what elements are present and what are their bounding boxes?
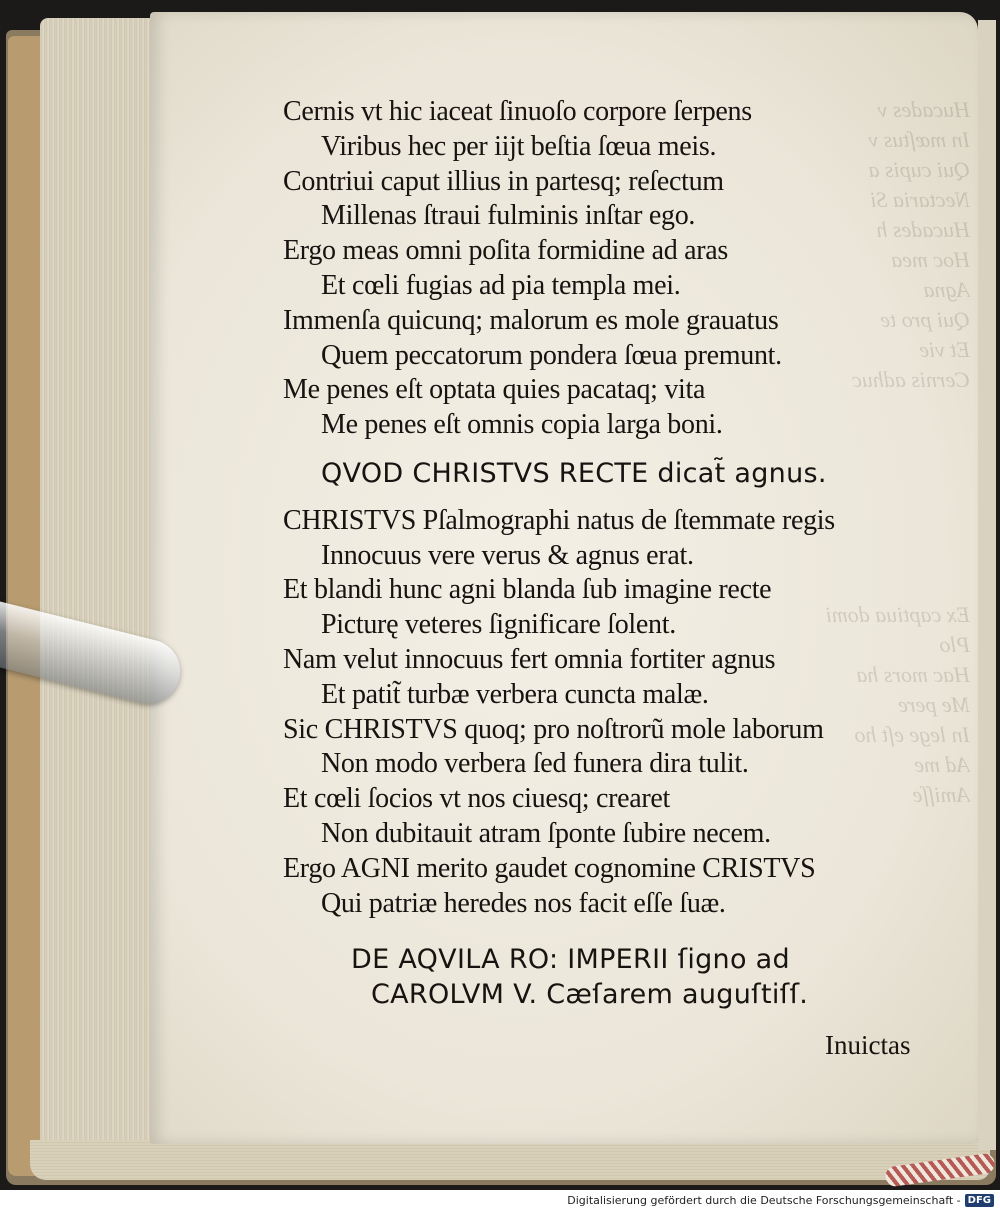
section-heading-christus: QVOD CHRISTVS RECTE dicat̃ agnus. [321,457,827,489]
catchword: Inuictas [825,1030,911,1060]
verse-line: Immenſa quicunq; malorum es mole grauatus [283,304,779,336]
verse-line: Et blandi hunc agni blanda ſub imagine recte [283,574,772,606]
footer-text: Digitalisierung gefördert durch die Deutsche Forschungsgemeinschaft - [567,1194,961,1207]
page-stack-bottom [30,1140,990,1180]
verse-block-top [283,95,963,443]
verse-line: Qui patriæ heredes nos facit eſſe ſuæ. [321,887,726,919]
verse-line: Et patit̃ turbæ verbera cuncta malæ. [321,678,709,710]
show-through-text: Hucades v In mœſtus v Qui cupis a Nectaria Si Hucades h Hoc mea Agna Qui pro te Et vie Cernis adhuc [852,97,970,392]
verse-line: Innocuus vere verus & agnus erat. [321,539,694,571]
verse-line: Quem peccatorum pondera ſœua premunt. [321,339,782,371]
show-through-text: Ex captiua domi Plo Hac mors ha Me pere In lege eſt ho Ad me Amiſſe [825,602,970,807]
verse-line: Contriui caput illius in partesq; reſectum [283,165,724,197]
verse-line: Millenas ſtraui fulminis inſtar ego. [321,200,696,232]
page-stack-left [40,18,160,1153]
facing-page-edge [978,20,996,1150]
verse-line: Picturę veteres ſignificare ſolent. [321,609,676,641]
verse-line: Me penes eſt optata quies pacataq; vita [283,374,706,406]
dfg-logo: DFG [965,1194,994,1207]
verse-line: CHRISTVS Pſalmographi natus de ſtemmate regis [283,504,835,536]
verse-line: Et cœli ſocios vt nos ciuesq; crearet [283,783,670,815]
section-heading-aquila-1: DE AQVILA RO: IMPERII ſigno ad [351,944,790,976]
verse-line: Et cœli fugias ad pia templa mei. [321,269,681,301]
section-heading-aquila-2: CAROLVM V. Cæſarem auguſtiſſ. [371,979,809,1011]
verse-line: Non dubitauit atram ſponte ſubire necem. [321,817,771,849]
verse-line: Sic CHRISTVS quoq; pro noſtrorũ mole laborum [283,713,824,745]
verse-line: Nam velut innocuus fert omnia fortiter agnus [283,643,776,675]
verse-line: Viribus hec per iijt beſtia ſœua meis. [321,130,717,162]
verse-line: Cernis vt hic iaceat ſinuoſo corpore ſerpens [283,96,752,127]
verse-line: Ergo meas omni poſita formidine ad aras [283,235,728,267]
digitization-footer [567,1194,994,1207]
verse-block-christus [283,504,963,922]
verse-line: Non modo verbera ſed funera dira tulit. [321,748,749,780]
page-text [283,95,963,1013]
verse-line: Me penes eſt omnis copia larga boni. [321,409,723,441]
verse-line: Ergo AGNI merito gaudet cognomine CRISTVS [283,852,816,884]
